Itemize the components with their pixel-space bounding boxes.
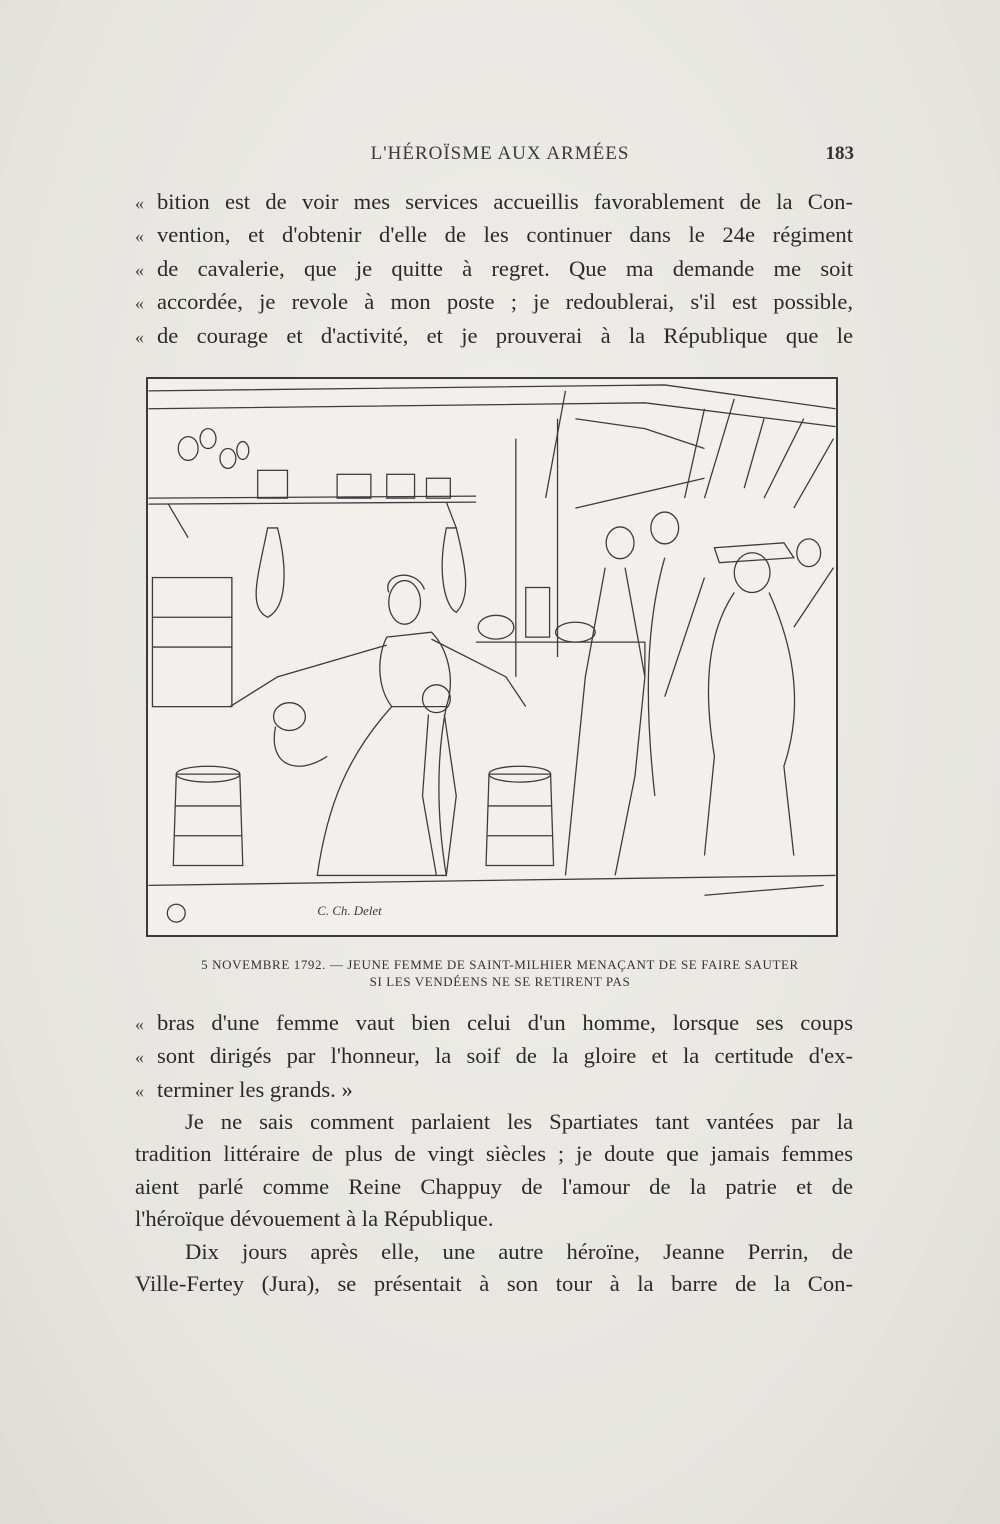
text-line bbox=[135, 1074, 853, 1107]
line-text: bition est de voir mes services accueillis favorablement de la Con- bbox=[157, 189, 853, 214]
line-text: l'héroïque dévouement à la République. bbox=[135, 1206, 494, 1232]
line-text: terminer les grands. » bbox=[157, 1076, 353, 1102]
quote-mark: « bbox=[135, 259, 144, 280]
quote-mark: « bbox=[135, 1014, 144, 1034]
line-text: bras d'une femme vaut bien celui d'un homme, lorsque ses coups bbox=[157, 1010, 853, 1035]
text-line bbox=[135, 1040, 853, 1073]
text-line bbox=[135, 186, 853, 219]
page-number: 183 bbox=[825, 143, 854, 164]
line-text: accordée, je revole à mon poste ; je redoublerai, s'il est possible, bbox=[157, 289, 853, 315]
line-text: de courage et d'activité, et je prouverai à la République que le bbox=[157, 322, 853, 348]
figure-caption-line-2: SI LES VENDÉENS NE SE RETIRENT PAS bbox=[369, 974, 631, 989]
running-title: L'HÉROÏSME AUX ARMÉES bbox=[370, 143, 630, 164]
line-text: tradition littéraire de plus de vingt siècles ; je doute que jamais femmes bbox=[135, 1141, 853, 1167]
quote-mark: « bbox=[135, 326, 144, 347]
line-text: Ville-Fertey (Jura), se présentait à son tour à la barre de la Con- bbox=[135, 1271, 853, 1297]
text-line bbox=[135, 253, 853, 286]
line-text: Dix jours après elle, une autre héroïne, Jeanne Perrin, de bbox=[185, 1238, 853, 1264]
running-head bbox=[140, 143, 860, 173]
quote-mark: « bbox=[135, 193, 144, 213]
engraving-drawing bbox=[148, 379, 836, 935]
quoted-paragraph-top bbox=[135, 186, 853, 353]
figure-caption-line-1: 5 NOVEMBRE 1792. — JEUNE FEMME DE SAINT-MILHIER MENAÇANT DE SE FAIRE SAUTER bbox=[201, 957, 799, 972]
text-line bbox=[135, 1106, 853, 1138]
text-line bbox=[135, 320, 853, 353]
line-text: Je ne sais comment parlaient les Spartiates tant vantées par la bbox=[185, 1109, 853, 1134]
text-line bbox=[135, 219, 853, 252]
text-line bbox=[135, 1007, 853, 1040]
quoted-paragraph-end bbox=[135, 1007, 853, 1107]
quote-mark: « bbox=[135, 293, 144, 314]
text-line bbox=[135, 1138, 853, 1170]
line-text: sont dirigés par l'honneur, la soif de la gloire et la certitude d'ex- bbox=[157, 1043, 853, 1069]
line-text: de cavalerie, que je quitte à regret. Que ma demande me soit bbox=[157, 255, 853, 281]
line-text: vention, et d'obtenir d'elle de les continuer dans le 24e régiment bbox=[157, 222, 853, 248]
text-line bbox=[135, 1171, 853, 1203]
text-line bbox=[135, 1203, 853, 1235]
quote-mark: « bbox=[135, 1080, 144, 1101]
engraver-signature: C. Ch. Delet bbox=[317, 904, 382, 919]
line-text: aient parlé comme Reine Chappuy de l'amour de la patrie et de bbox=[135, 1173, 853, 1199]
quote-mark: « bbox=[135, 226, 144, 247]
body-paragraphs bbox=[135, 1106, 853, 1300]
text-line bbox=[135, 1236, 853, 1268]
engraving-illustration bbox=[146, 377, 838, 937]
text-line bbox=[135, 1268, 853, 1300]
quote-mark: « bbox=[135, 1047, 144, 1068]
text-line bbox=[135, 286, 853, 319]
